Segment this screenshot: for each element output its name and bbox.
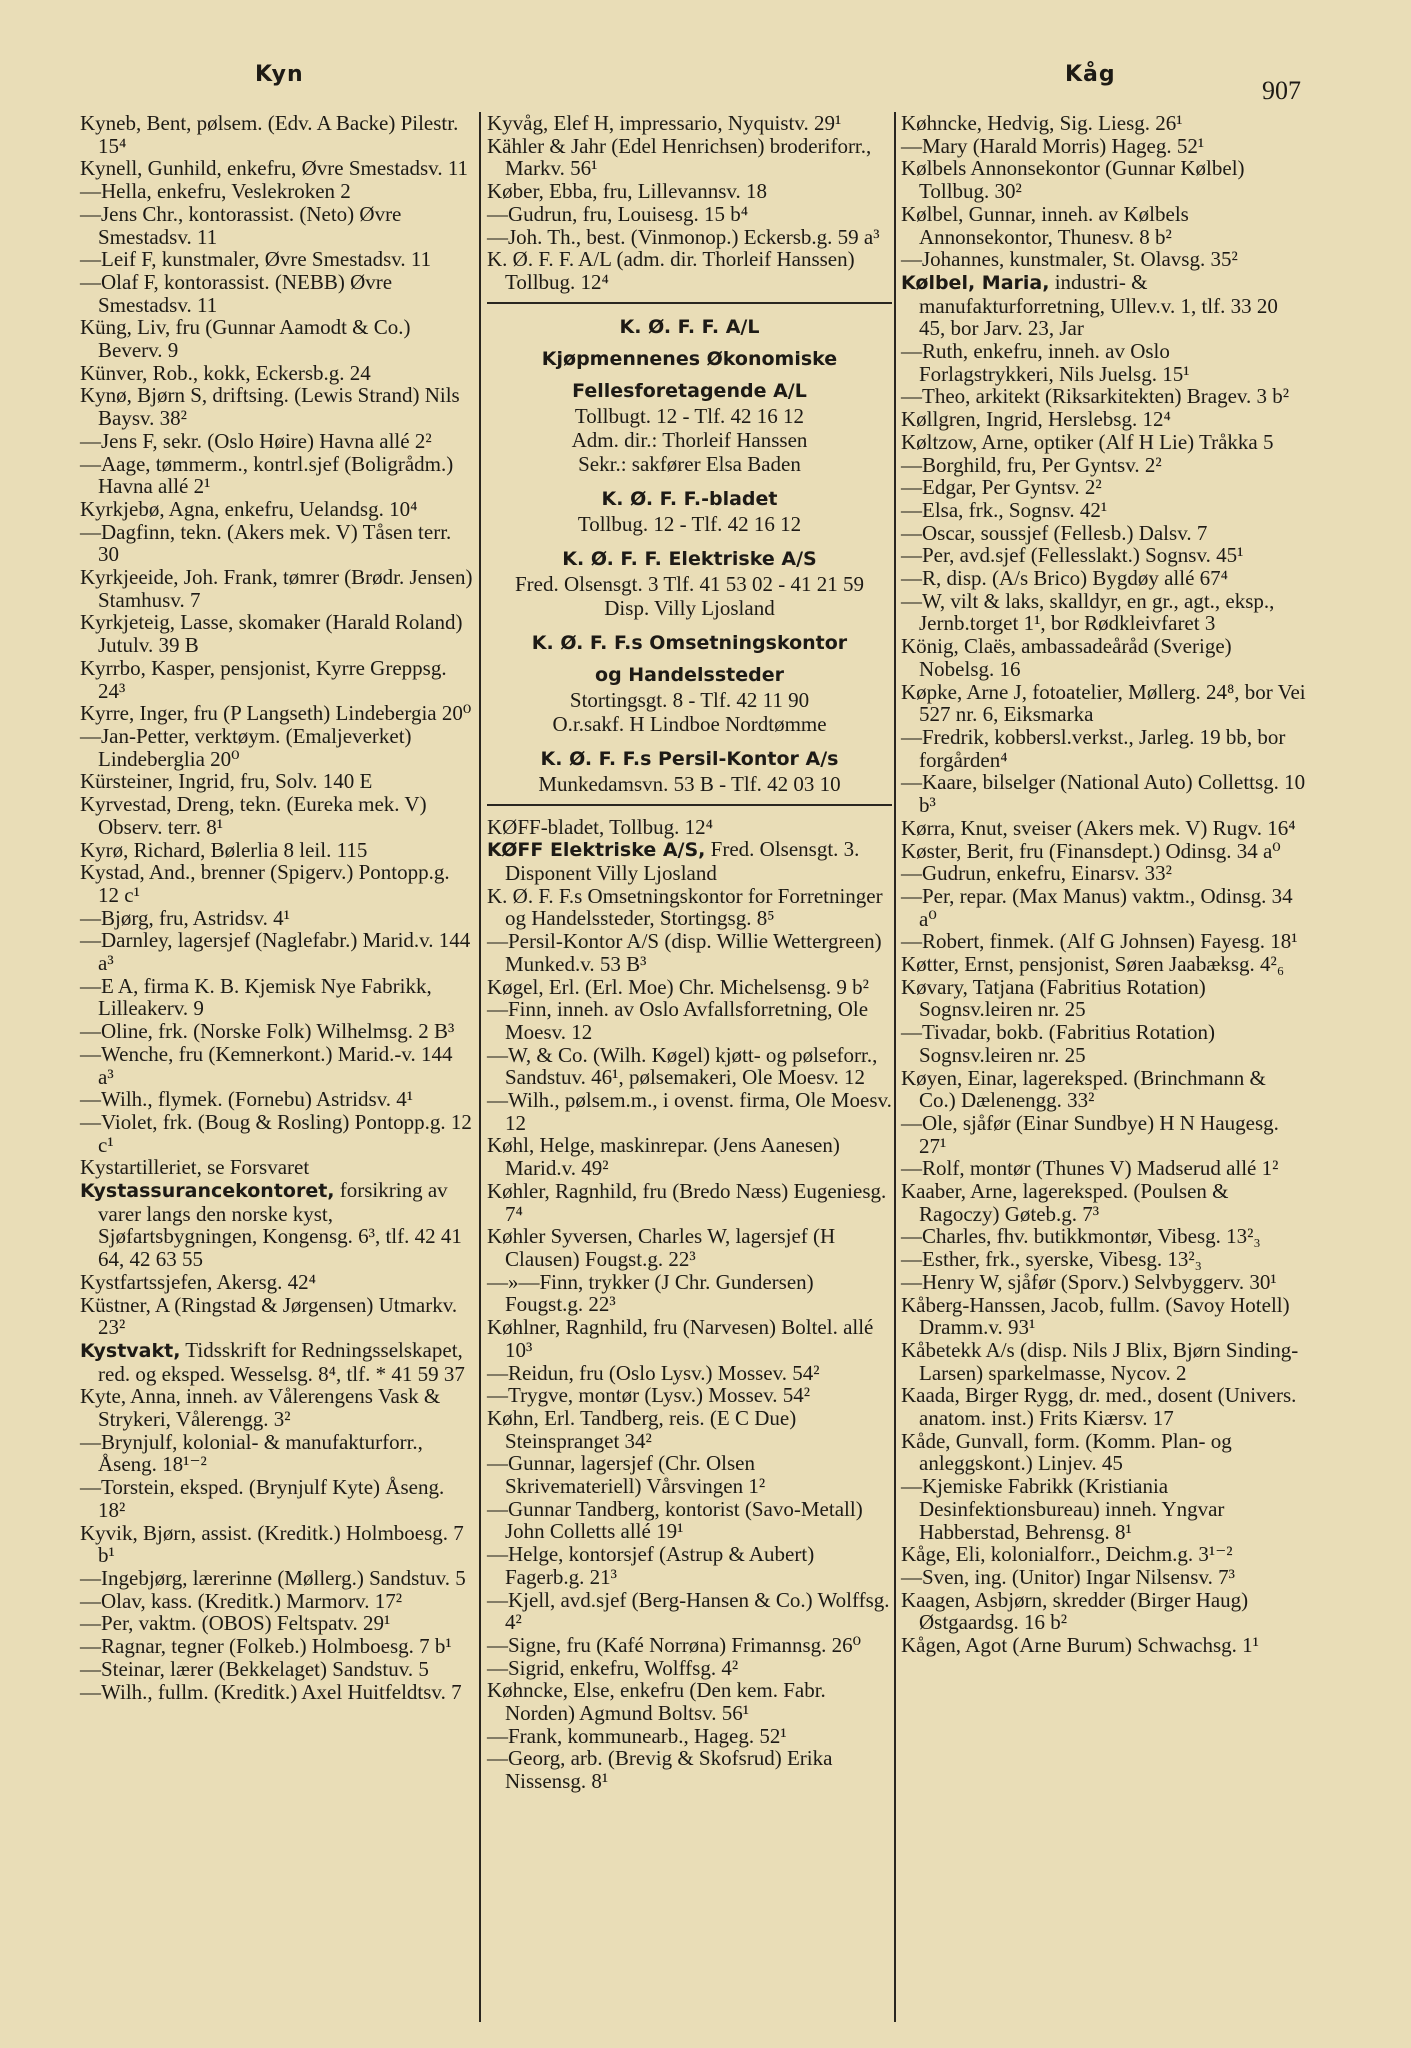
entry-text: —Mary (Harald Morris) Hageg. 52¹: [901, 133, 1205, 158]
directory-entry: [80, 203, 473, 248]
entry-text: Küng, Liv, fru (Gunnar Aamodt & Co.) Beverv. 9: [80, 315, 411, 363]
column-1: [80, 112, 473, 1703]
directory-entry: [487, 1316, 892, 1361]
entry-text: —Jens Chr., kontorassist. (Neto) Øvre Smestadsv. 11: [80, 201, 402, 249]
directory-entry: [901, 112, 1306, 135]
entry-text: Kyvåg, Elef H, impressario, Nyquistv. 29¹: [487, 111, 842, 135]
directory-entry: [80, 1271, 473, 1294]
entry-text: Kyneb, Bent, pølsem. (Edv. A Backe) Pilestr. 15⁴: [80, 111, 459, 158]
directory-entry: [901, 862, 1306, 885]
entry-text: —Signe, fru (Kafé Norrøna) Frimannsg. 26⁰: [487, 1632, 862, 1657]
directory-entry: [901, 522, 1306, 545]
entry-text: Køhn, Erl. Tandberg, reis. (E C Due) Steinspranget 34²: [487, 1405, 797, 1453]
entry-text: —Gunnar, lagersjef (Chr. Olsen Skrivemateriell) Vårsvingen 1²: [487, 1451, 766, 1499]
directory-entry: [80, 498, 473, 521]
directory-entry: [80, 1294, 473, 1339]
directory-entry: [901, 340, 1306, 385]
directory-entry: [901, 726, 1306, 771]
ad-line: Tollbug. 12 - Tlf. 42 16 12: [577, 511, 802, 536]
entry-text: —Charles, fhv. butikkmontør, Vibesg. 13²₃: [901, 1224, 1261, 1249]
entry-text: —Ruth, enkefru, inneh. av Oslo Forlagstrykkeri, Nils Juelsg. 15¹: [901, 339, 1190, 386]
directory-entry: [80, 1431, 473, 1476]
directory-entry: [487, 180, 892, 203]
entry-text: Kystfartssjefen, Akersg. 42⁴: [80, 1269, 316, 1294]
directory-entry: [487, 1747, 892, 1792]
entry-text: —Oline, frk. (Norske Folk) Wilhelmsg. 2 B³: [80, 1019, 455, 1044]
entry-text: Kåberg-Hanssen, Jacob, fullm. (Savoy Hotell) Dramm.v. 93¹: [901, 1292, 1290, 1340]
entry-text: Kürsteiner, Ingrid, fru, Solv. 140 E: [80, 769, 373, 794]
entry-text: Kåbetekk A/s (disp. Nils J Blix, Bjørn Sinding-Larsen) sparkelmasse, Nycov. 2: [901, 1337, 1299, 1385]
directory-entry: [487, 203, 892, 226]
directory-entry: [901, 1384, 1306, 1429]
directory-entry: [901, 1339, 1306, 1384]
running-head-left: Kyn: [255, 62, 304, 87]
entry-text: Køltzow, Arne, optiker (Alf H Lie) Tråkka 5: [901, 429, 1274, 454]
entry-text: —Edgar, Per Gyntsv. 2²: [901, 475, 1102, 500]
column-2-bottom-entries: [487, 816, 892, 1793]
directory-entry: [487, 1044, 892, 1089]
entry-text: —Darnley, lagersjef (Naglefabr.) Marid.v. 144 a³: [80, 928, 471, 976]
ad-top-rule: [487, 302, 892, 304]
entry-text: —Leif F, kunstmaler, Øvre Smestadsv. 11: [80, 247, 432, 272]
advertisement-box: [487, 314, 892, 796]
entry-bold-name: Kystassurancekontoret,: [80, 1180, 335, 1203]
entry-text: Køhler Syversen, Charles W, lagersjef (H Clausen) Fougst.g. 22³: [487, 1224, 836, 1271]
entry-text: —W, & Co. (Wilh. Køgel) kjøtt- og pølseforr., Sandstuv. 46¹, pølsemakeri, Ole Moesv. 12: [487, 1042, 878, 1090]
directory-entry: [487, 1452, 892, 1497]
directory-entry: [487, 1543, 892, 1588]
entry-text: Kaaber, Arne, lagereksped. (Poulsen & Ragoczy) Gøteb.g. 7³: [901, 1179, 1229, 1226]
column-2: [487, 112, 892, 1793]
directory-entry: [901, 953, 1306, 976]
directory-entry: [80, 725, 473, 770]
ad-line: Stortingsgt. 8 - Tlf. 42 11 90: [569, 687, 810, 712]
entry-text: Kyrvestad, Dreng, tekn. (Eureka mek. V) Observ. terr. 8¹: [80, 792, 427, 839]
entry-text: —W, vilt & laks, skalldyr, en gr., agt., eksp., Jernb.torget 1¹, bor Rødkleivfaret 3: [901, 588, 1275, 636]
ad-line: Munkedamsvn. 53 B - Tlf. 42 03 10: [538, 771, 841, 796]
entry-text: —Steinar, lærer (Bekkelaget) Sandstuv. 5: [80, 1656, 429, 1681]
directory-entry: [487, 248, 892, 293]
directory-entry: [901, 1067, 1306, 1112]
entry-text: Køyen, Einar, lagereksped. (Brinchmann & Co.) Dælenengg. 33²: [901, 1065, 1266, 1113]
entry-text: —Henry W, sjåfør (Sporv.) Selvbyggerv. 30¹: [901, 1269, 1277, 1294]
directory-entry: [80, 839, 473, 862]
entry-text: K. Ø. F. F.s Omsetningskontor for Forretninger og Handelssteder, Stortingsg. 8⁵: [487, 883, 883, 931]
entry-text: Kähler & Jahr (Edel Henrichsen) broderiforr., Markv. 56¹: [487, 133, 872, 181]
directory-entry: [80, 611, 473, 656]
entry-text: —Kaare, bilselger (National Auto) Collettsg. 10 b³: [901, 770, 1306, 818]
directory-entry: [487, 930, 892, 975]
directory-entry: [487, 816, 892, 839]
entry-text: Kyvik, Bjørn, assist. (Kreditk.) Holmboesg. 7 b¹: [80, 1520, 464, 1568]
entry-text: —Finn, inneh. av Oslo Avfallsforretning, Ole Moesv. 12: [487, 997, 869, 1044]
directory-entry: [80, 1567, 473, 1590]
entry-text: Kåde, Gunvall, form. (Komm. Plan- og anleggskont.) Linjev. 45: [901, 1428, 1232, 1476]
entry-text: Kåge, Eli, kolonialforr., Deichm.g. 3¹⁻²: [901, 1542, 1233, 1567]
entry-text: Køpke, Arne J, fotoatelier, Møllerg. 24⁸, bor Vei 527 nr. 6, Eiksmarka: [901, 679, 1306, 727]
ad-heading: K. Ø. F. F. A/L: [619, 315, 760, 338]
entry-text: Køhncke, Else, enkefru (Den kem. Fabr. Norden) Agmund Boltsv. 56¹: [487, 1678, 826, 1726]
directory-entry: [901, 271, 1306, 340]
column-2-top-entries: [487, 112, 892, 294]
ad-line: Tollbugt. 12 - Tlf. 42 16 12: [574, 403, 805, 428]
directory-entry: [80, 453, 473, 498]
ad-heading: K. Ø. F. F. Elektriske A/S: [562, 547, 817, 570]
directory-entry: [487, 998, 892, 1043]
entry-text: Køtter, Ernst, pensjonist, Søren Jaabæksg. 4²₆: [901, 952, 1285, 977]
entry-text: —Kjell, avd.sjef (Berg-Hansen & Co.) Wolffsg. 4²: [487, 1587, 890, 1635]
entry-text: —Helge, kontorsjef (Astrup & Aubert) Fagerb.g. 21³: [487, 1542, 815, 1589]
entry-text: Kystad, And., brenner (Spigerv.) Pontopp.g. 12 c¹: [80, 860, 450, 907]
directory-entry: [901, 385, 1306, 408]
entry-text: —Georg, arb. (Brevig & Skofsrud) Erika Nissensg. 8¹: [487, 1746, 833, 1794]
entry-text: —Olaf F, kontorassist. (NEBB) Øvre Smestadsv. 11: [80, 269, 393, 317]
entry-text: Kystartilleriet, se Forsvaret: [80, 1155, 310, 1180]
entry-bold-name: KØFF Elektriske A/S,: [487, 839, 706, 862]
entry-text: —Per, vaktm. (OBOS) Feltspatv. 29¹: [80, 1611, 391, 1636]
entry-text: —Per, avd.sjef (Fellesslakt.) Sognsv. 45¹: [901, 543, 1244, 568]
entry-text: Kaada, Birger Rygg, dr. med., dosent (Univers. anatom. inst.) Frits Kiærsv. 17: [901, 1383, 1297, 1431]
directory-entry: [80, 1111, 473, 1156]
directory-entry: [487, 885, 892, 930]
entry-text: Køber, Ebba, fru, Lillevannsv. 18: [487, 179, 768, 204]
directory-entry: [901, 976, 1306, 1021]
directory-entry: [901, 1021, 1306, 1066]
directory-entry: [487, 226, 892, 249]
entry-text: —Jan-Petter, verktøym. (Emaljeverket) Lindeberglia 20⁰: [80, 723, 412, 771]
directory-entry: [487, 1180, 892, 1225]
entry-text: Køhler, Ragnhild, fru (Bredo Næss) Eugeniesg. 7⁴: [487, 1178, 887, 1226]
ad-bottom-rule: [487, 804, 892, 806]
directory-entry: [487, 1384, 892, 1407]
entry-text: Køster, Berit, fru (Finansdept.) Odinsg. 34 a⁰: [901, 838, 1281, 863]
directory-entry: [487, 1089, 892, 1134]
directory-entry: [901, 771, 1306, 816]
entry-text: —Rolf, montør (Thunes V) Madserud allé 1²: [901, 1156, 1279, 1181]
entry-text: —E A, firma K. B. Kjemisk Nye Fabrikk, Lilleakerv. 9: [80, 973, 432, 1021]
directory-entry: [901, 1566, 1306, 1589]
entry-text: Køhncke, Hedvig, Sig. Liesg. 26¹: [901, 111, 1183, 135]
entry-text: —Borghild, fru, Per Gyntsv. 2²: [901, 452, 1162, 477]
entry-text: Kyrrbo, Kasper, pensjonist, Kyrre Greppsg. 24³: [80, 655, 447, 703]
entry-text: —Brynjulf, kolonial- & manufakturforr., Åseng. 18¹⁻²: [80, 1429, 423, 1477]
directory-entry: [901, 567, 1306, 590]
directory-entry: [901, 635, 1306, 680]
entry-text: Kølbels Annonsekontor (Gunnar Kølbel) Tollbug. 30²: [901, 156, 1245, 204]
entry-text: —Reidun, fru (Oslo Lysv.) Mossev. 54²: [487, 1360, 820, 1385]
directory-entry: [487, 1362, 892, 1385]
ad-line: Adm. dir.: Thorleif Hanssen: [571, 427, 808, 452]
entry-bold-name: Kystvakt,: [80, 1339, 181, 1362]
entry-text: —Gunnar Tandberg, kontorist (Savo-Metall) John Colletts allé 19¹: [487, 1496, 863, 1544]
directory-entry: [80, 1590, 473, 1613]
directory-entry: [901, 499, 1306, 522]
entry-text: —Wilh., flymek. (Fornebu) Astridsv. 4¹: [80, 1087, 414, 1112]
directory-entry: [901, 885, 1306, 930]
directory-entry: [80, 1043, 473, 1088]
ad-heading: og Handelssteder: [595, 663, 784, 686]
entry-text: Kyrre, Inger, fru (P Langseth) Lindebergia 20⁰: [80, 701, 472, 726]
entry-text: —Violet, frk. (Boug & Rosling) Pontopp.g. 12 c¹: [80, 1109, 472, 1157]
directory-entry: [80, 793, 473, 838]
entry-text: —Elsa, frk., Sognsv. 42¹: [901, 497, 1108, 522]
directory-entry: [80, 1476, 473, 1521]
ad-line: Fred. Olsensgt. 3 Tlf. 41 53 02 - 41 21 59: [514, 571, 864, 596]
directory-entry: [487, 112, 892, 135]
directory-entry: [80, 180, 473, 203]
entry-text: —Wilh., fullm. (Kreditk.) Axel Huitfeldtsv. 7: [80, 1679, 462, 1704]
entry-text: Køhlner, Ragnhild, fru (Narvesen) Boltel. allé 10³: [487, 1315, 874, 1362]
column-rule-2: [894, 112, 896, 2022]
entry-text: —Olav, kass. (Kreditk.) Marmorv. 17²: [80, 1588, 403, 1613]
directory-entry: [80, 929, 473, 974]
entry-text: —Johannes, kunstmaler, St. Olavsg. 35²: [901, 247, 1238, 272]
directory-entry: [487, 1407, 892, 1452]
entry-text: —R, disp. (A/s Brico) Bygdøy allé 67⁴: [901, 566, 1228, 591]
directory-entry: [80, 1681, 473, 1704]
entry-text: Køllgren, Ingrid, Herslebsg. 12⁴: [901, 407, 1171, 432]
directory-entry: [80, 521, 473, 566]
entry-text: Kyrkjeeide, Joh. Frank, tømrer (Brødr. Jensen) Stamhusv. 7: [80, 565, 473, 612]
entry-text: Køvary, Tatjana (Fabritius Rotation) Sognsv.leiren nr. 25: [901, 974, 1206, 1022]
directory-entry: [80, 248, 473, 271]
entry-text: Kølbel, Gunnar, inneh. av Kølbels Annonsekontor, Thunesv. 8 b²: [901, 201, 1189, 249]
directory-entry: [901, 1589, 1306, 1634]
entry-text: K. Ø. F. F. A/L (adm. dir. Thorleif Hanssen) Tollbug. 12⁴: [487, 247, 855, 294]
directory-entry: [80, 1522, 473, 1567]
directory-entry: [80, 1156, 473, 1179]
directory-entry: [901, 1475, 1306, 1543]
directory-entry: [487, 838, 892, 884]
directory-entry: [80, 657, 473, 702]
directory-entry: [80, 861, 473, 906]
directory-entry: [901, 1271, 1306, 1294]
directory-entry: [901, 157, 1306, 202]
directory-entry: [80, 1339, 473, 1385]
entry-text: —Theo, arkitekt (Riksarkitekten) Bragev. 3 b²: [901, 384, 1290, 409]
directory-entry: [487, 1725, 892, 1748]
directory-entry: [80, 271, 473, 316]
entry-text: —Sven, ing. (Unitor) Ingar Nilsensv. 7³: [901, 1565, 1235, 1589]
directory-entry: [80, 1088, 473, 1111]
entry-text: —Aage, tømmerm., kontrl.sjef (Boligrådm.) Havna allé 2¹: [80, 451, 454, 499]
entry-text: —Gudrun, fru, Louisesg. 15 b⁴: [487, 201, 749, 226]
ad-line: O.r.sakf. H Lindboe Nordtømme: [552, 711, 827, 736]
ad-line: Sekr.: sakfører Elsa Baden: [578, 451, 801, 476]
directory-entry: [901, 1157, 1306, 1180]
entry-bold-name: Kølbel, Maria,: [901, 271, 1050, 294]
entry-text: Kågen, Agot (Arne Burum) Schwachsg. 1¹: [901, 1633, 1259, 1658]
directory-entry: [80, 1020, 473, 1043]
directory-entry: [901, 1112, 1306, 1157]
entry-text: —Persil-Kontor A/S (disp. Willie Wettergreen) Munked.v. 53 B³: [487, 929, 882, 976]
ad-heading: Fellesforetagende A/L: [572, 379, 807, 402]
directory-entry: [80, 384, 473, 429]
entry-text: Køgel, Erl. (Erl. Moe) Chr. Michelsensg. 9 b²: [487, 974, 869, 999]
entry-text: Kynell, Gunhild, enkefru, Øvre Smestadsv. 11: [80, 156, 469, 181]
entry-text: —Robert, finmek. (Alf G Johnsen) Fayesg. 18¹: [901, 929, 1298, 954]
entry-text: —Ingebjørg, lærerinne (Møllerg.) Sandstuv. 5: [80, 1566, 466, 1590]
directory-entry: [487, 1498, 892, 1543]
directory-entry: [80, 1635, 473, 1658]
directory-entry: [901, 930, 1306, 953]
entry-text: —Hella, enkefru, Veslekroken 2: [80, 179, 351, 204]
directory-entry: [487, 1657, 892, 1680]
entry-text: —Esther, frk., syerske, Vibesg. 13²₃: [901, 1247, 1202, 1272]
directory-entry: [80, 157, 473, 180]
directory-entry: [80, 1612, 473, 1635]
entry-text: Kyrkjebø, Agna, enkefru, Uelandsg. 10⁴: [80, 496, 418, 521]
directory-entry: [901, 408, 1306, 431]
directory-entry: [901, 431, 1306, 454]
directory-entry: [901, 544, 1306, 567]
directory-entry: [901, 1248, 1306, 1271]
entry-text: —Dagfinn, tekn. (Akers mek. V) Tåsen terr. 30: [80, 519, 452, 567]
entry-text: —Gudrun, enkefru, Einarsv. 33²: [901, 861, 1172, 886]
entry-text: Künver, Rob., kokk, Eckersb.g. 24: [80, 360, 371, 385]
entry-text: —Fredrik, kobbersl.verkst., Jarleg. 19 bb, bor forgården⁴: [901, 724, 1286, 772]
page-number: 907: [1262, 76, 1301, 105]
ad-heading: Kjøpmennenes Økonomiske: [541, 347, 838, 370]
directory-entry: [487, 1134, 892, 1179]
directory-entry: [901, 1634, 1306, 1657]
ad-line: Disp. Villy Ljosland: [604, 595, 775, 620]
entry-text: Kynø, Bjørn S, driftsing. (Lewis Strand) Nils Baysv. 38²: [80, 383, 460, 431]
directory-entry: [80, 1658, 473, 1681]
directory-entry: [487, 1225, 892, 1270]
entry-text: —Tivadar, bokb. (Fabritius Rotation) Sognsv.leiren nr. 25: [901, 1020, 1215, 1067]
entry-text: —Ole, sjåfør (Einar Sundbye) H N Haugesg. 27¹: [901, 1110, 1279, 1158]
directory-entry: [80, 1385, 473, 1430]
directory-entry: [901, 1294, 1306, 1339]
entry-text: —Kjemiske Fabrikk (Kristiania Desinfektionsbureau) inneh. Yngvar Habberstad, Behrensg. 8¹: [901, 1474, 1225, 1544]
entry-text: —Torstein, eksped. (Brynjulf Kyte) Åseng. 18²: [80, 1475, 445, 1522]
directory-entry: [487, 135, 892, 180]
directory-entry: [901, 454, 1306, 477]
entry-text: —Trygve, montør (Lysv.) Mossev. 54²: [487, 1383, 811, 1408]
entry-text: Køhl, Helge, maskinrepar. (Jens Aanesen) Marid.v. 49²: [487, 1133, 840, 1181]
directory-entry: [80, 112, 473, 157]
ad-heading: K. Ø. F. F.-bladet: [601, 487, 778, 510]
directory-entry: [80, 907, 473, 930]
directory-entry: [80, 316, 473, 361]
entry-text: —Jens F, sekr. (Oslo Høire) Havna allé 2²: [80, 428, 432, 453]
entry-text: —Wenche, fru (Kemnerkont.) Marid.-v. 144 a³: [80, 1041, 453, 1089]
directory-entry: [901, 476, 1306, 499]
entry-text: Fred. Olsensgt. 3. Disponent Villy Ljosland: [505, 837, 860, 886]
directory-entry: [80, 430, 473, 453]
directory-entry: [80, 702, 473, 725]
directory-entry: [80, 362, 473, 385]
directory-entry: [487, 976, 892, 999]
directory-entry: [901, 1430, 1306, 1475]
entry-text: —Frank, kommunearb., Hageg. 52¹: [487, 1723, 787, 1748]
entry-text: König, Claës, ambassadeåråd (Sverige) Nobelsg. 16: [901, 634, 1232, 681]
entry-text: —Joh. Th., best. (Vinmonop.) Eckersb.g. 59 a³: [487, 224, 880, 249]
directory-entry: [901, 1225, 1306, 1248]
directory-entry: [901, 1180, 1306, 1225]
entry-text: KØFF-bladet, Tollbug. 12⁴: [487, 814, 713, 839]
entry-text: Küstner, A (Ringstad & Jørgensen) Utmarkv. 23²: [80, 1292, 458, 1340]
entry-text: Kyrø, Richard, Bølerlia 8 leil. 115: [80, 837, 368, 862]
entry-text: Kaagen, Asbjørn, skredder (Birger Haug) Østgaardsg. 16 b²: [901, 1587, 1249, 1635]
entry-text: Kyte, Anna, inneh. av Vålerengens Vask & Strykeri, Vålerengg. 3²: [80, 1384, 441, 1432]
directory-entry: [901, 590, 1306, 635]
directory-entry: [487, 1271, 892, 1316]
directory-entry: [901, 681, 1306, 726]
ad-heading: K. Ø. F. F.s Persil-Kontor A/s: [540, 747, 839, 770]
entry-text: industri- & manufakturforretning, Ullev.v. 1, tlf. 33 20 45, bor Jarv. 23, Jar: [919, 269, 1278, 341]
entry-text: —Oscar, soussjef (Fellesb.) Dalsv. 7: [901, 520, 1208, 545]
entry-text: forsikring av varer langs den norske kyst, Sjøfartsbygningen, Kongensg. 6³, tlf. 42 41 64, 42 63 55: [98, 1178, 462, 1272]
entry-text: Kørra, Knut, sveiser (Akers mek. V) Rugv. 16⁴: [901, 815, 1296, 840]
entry-text: Tidsskrift for Redningsselskapet, red. og eksped. Wesselsg. 8⁴, tlf. * 41 59 37: [98, 1337, 465, 1386]
entry-text: —Sigrid, enkefru, Wolffsg. 4²: [487, 1655, 739, 1680]
directory-entry: [487, 1634, 892, 1657]
directory-entry: [901, 248, 1306, 271]
directory-entry: [80, 975, 473, 1020]
ad-heading: K. Ø. F. F.s Omsetningskontor: [531, 631, 848, 654]
directory-entry: [901, 1543, 1306, 1566]
directory-entry: [487, 1679, 892, 1724]
column-rule-1: [479, 112, 481, 2022]
column-3: [901, 112, 1306, 1657]
entry-text: —Wilh., pølsem.m., i ovenst. firma, Ole Moesv. 12: [487, 1088, 892, 1135]
directory-entry: [80, 566, 473, 611]
running-head-right: Kåg: [1065, 62, 1116, 87]
directory-entry: [901, 817, 1306, 840]
directory-entry: [80, 770, 473, 793]
directory-entry: [901, 840, 1306, 863]
entry-text: —Ragnar, tegner (Folkeb.) Holmboesg. 7 b¹: [80, 1634, 452, 1659]
directory-entry: [901, 203, 1306, 248]
directory-entry: [487, 1589, 892, 1634]
entry-text: —»—Finn, trykker (J Chr. Gundersen) Fougst.g. 22³: [487, 1269, 814, 1317]
entry-text: Kyrkjeteig, Lasse, skomaker (Harald Roland) Jutulv. 39 B: [80, 610, 463, 658]
entry-text: —Bjørg, fru, Astridsv. 4¹: [80, 905, 290, 930]
directory-entry: [80, 1179, 473, 1271]
directory-entry: [901, 135, 1306, 158]
entry-text: —Per, repar. (Max Manus) vaktm., Odinsg. 34 a⁰: [901, 883, 1293, 931]
